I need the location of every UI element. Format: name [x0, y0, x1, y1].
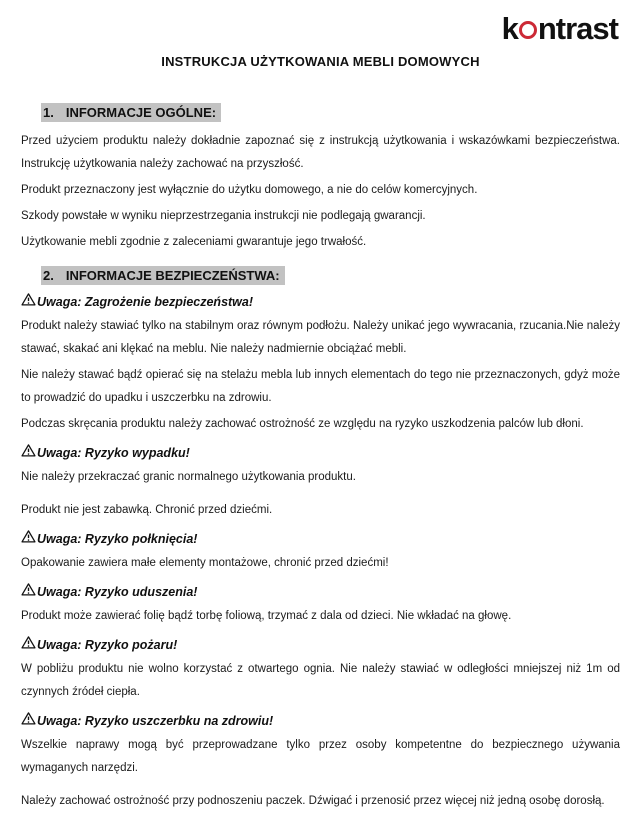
warning-triangle-icon: [21, 292, 36, 307]
warning-label: Uwaga: Ryzyko uszczerbku na zdrowiu!: [37, 713, 274, 728]
section-1-number: 1.: [43, 105, 54, 120]
paragraph: Przed użyciem produktu należy dokładnie zapoznać się z instrukcją użytkowania i wskazówkami bezpieczeństwa. Instrukcję użytkowania należy zachować na przyszłość.: [21, 135, 620, 170]
paragraph: Produkt należy stawiać tylko na stabilnym oraz równym podłożu. Należy unikać jego wywracania, rzucania.Nie należy stawać, skakać ani klękać na meblu. Nie należy nadmiernie obciążać mebli.: [21, 320, 620, 355]
paragraph: Nie należy przekraczać granic normalnego użytkowania produktu.: [21, 471, 356, 483]
section-1-heading: [41, 103, 620, 122]
warning-label: Uwaga: Ryzyko połknięcia!: [37, 531, 198, 546]
warning-triangle-icon: [21, 711, 36, 726]
warning-label: Uwaga: Ryzyko uduszenia!: [37, 584, 198, 599]
warning-label: Uwaga: Ryzyko wypadku!: [37, 445, 190, 460]
section-1-label: INFORMACJE OGÓLNE:: [65, 105, 217, 120]
warning-triangle-icon: [21, 635, 36, 650]
section-2-label: INFORMACJE BEZPIECZEŃSTWA:: [65, 268, 280, 283]
warning-label: Uwaga: Zagrożenie bezpieczeństwa!: [37, 294, 254, 309]
paragraph: Opakowanie zawiera małe elementy montażowe, chronić przed dziećmi!: [21, 557, 389, 569]
paragraph: Wszelkie naprawy mogą być przeprowadzane tylko przez osoby kompetentne do bezpiecznego używania wymaganych narzędzi.: [21, 739, 620, 774]
warning-heading: [21, 294, 620, 309]
paragraph: W pobliżu produktu nie wolno korzystać z otwartego ognia. Nie należy stawiać w odległości mniejszej niż 1m od czynnych źródeł ciepła.: [21, 663, 620, 698]
section-2-heading-highlight: [41, 266, 285, 285]
paragraph: Szkody powstałe w wyniku nieprzestrzegania instrukcji nie podlegają gwarancji.: [21, 210, 426, 222]
kontrast-logo: [21, 12, 620, 48]
paragraph: Użytkowanie mebli zgodnie z zaleceniami gwarantuje jego trwałość.: [21, 236, 367, 248]
warning-heading: [21, 445, 620, 460]
warning-triangle-icon: [21, 582, 36, 597]
paragraph: Produkt nie jest zabawką. Chronić przed dziećmi.: [21, 504, 273, 516]
logo-text-ntrast: ntrast: [537, 11, 618, 46]
section-2-number: 2.: [43, 268, 54, 283]
paragraph: Nie należy stawać bądź opierać się na stelażu mebla lub innych elementach do tego nie przeznaczonych, gdyż może to prowadzić do upadku i uszczerbku na zdrowiu.: [21, 369, 620, 404]
warning-heading: [21, 531, 620, 546]
section-2-heading: [41, 266, 620, 285]
logo-red-ring-icon: [519, 21, 537, 39]
section-1-heading-highlight: [41, 103, 221, 122]
paragraph: Produkt przeznaczony jest wyłącznie do użytku domowego, a nie do celów komercyjnych.: [21, 184, 478, 196]
paragraph: Podczas skręcania produktu należy zachować ostrożność ze względu na ryzyko uszkodzenia palców lub dłoni.: [21, 418, 584, 430]
warning-heading: [21, 713, 620, 728]
warning-triangle-icon: [21, 529, 36, 544]
paragraph: Należy zachować ostrożność przy podnoszeniu paczek. Dźwigać i przenosić przez więcej niż jedną osobę dorosłą.: [21, 795, 605, 807]
paragraph: Produkt może zawierać folię bądź torbę foliową, trzymać z dala od dzieci. Nie wkładać na głowę.: [21, 610, 512, 622]
warning-heading: [21, 637, 620, 652]
logo-text-k: k: [501, 11, 518, 46]
warning-triangle-icon: [21, 443, 36, 458]
page-title: INSTRUKCJA UŻYTKOWANIA MEBLI DOMOWYCH: [161, 54, 480, 69]
warning-heading: [21, 584, 620, 599]
warning-label: Uwaga: Ryzyko pożaru!: [37, 637, 178, 652]
